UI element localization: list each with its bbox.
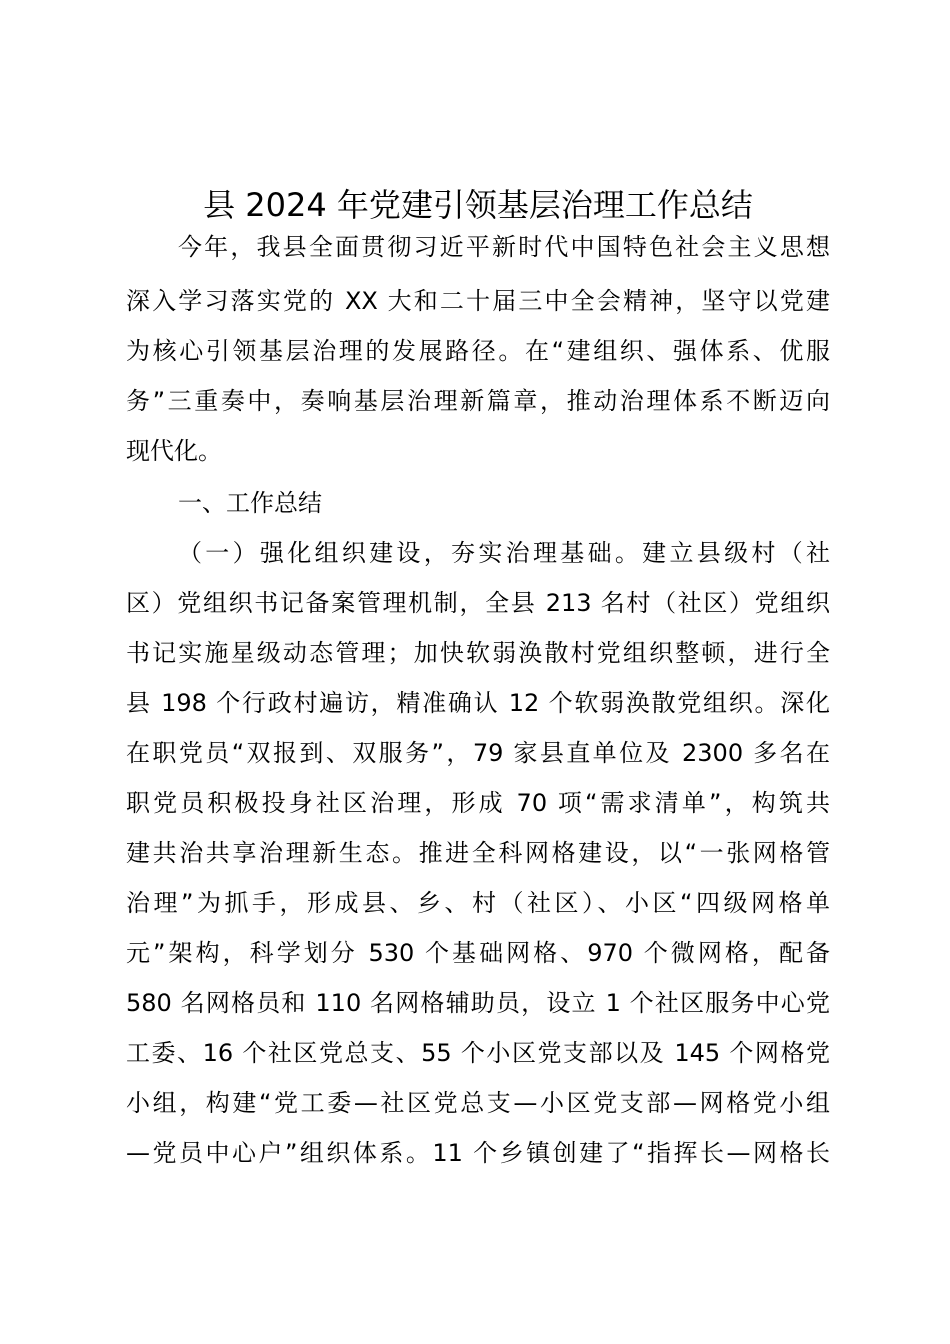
paragraph-line: 县 198 个行政村遍访，精准确认 12 个软弱涣散党组织。深化: [126, 689, 830, 717]
document-title: 县 2024 年党建引领基层治理工作总结: [203, 186, 753, 224]
paragraph-line: 工委、16 个社区党总支、55 个小区党支部以及 145 个网格党: [126, 1039, 830, 1067]
paragraph-line: 元”架构，科学划分 530 个基础网格、970 个微网格，配备: [126, 939, 830, 967]
paragraph-line: 区）党组织书记备案管理机制，全县 213 名村（社区）党组织: [126, 589, 830, 617]
paragraph-line: —党员中心户”组织体系。11 个乡镇创建了“指挥长—网格长: [126, 1139, 830, 1167]
paragraph-line: 今年，我县全面贯彻习近平新时代中国特色社会主义思想: [178, 233, 830, 261]
paragraph-line: （一）强化组织建设，夯实治理基础。建立县级村（社: [178, 539, 830, 567]
paragraph-line: 书记实施星级动态管理；加快软弱涣散村党组织整顿，进行全: [126, 639, 830, 667]
paragraph-line: 职党员积极投身社区治理，形成 70 项“需求清单”，构筑共: [126, 789, 830, 817]
paragraph-line: 治理”为抓手，形成县、乡、村（社区）、小区“四级网格单: [126, 889, 830, 917]
paragraph-line: 深入学习落实党的 XX 大和二十届三中全会精神，坚守以党建: [126, 287, 830, 315]
paragraph-line: 务”三重奏中，奏响基层治理新篇章，推动治理体系不断迈向: [126, 387, 830, 415]
paragraph-line: 小组，构建“党工委—社区党总支—小区党支部—网格党小组: [126, 1089, 830, 1117]
section-heading: 一、工作总结: [178, 489, 322, 517]
paragraph-line: 为核心引领基层治理的发展路径。在“建组织、强体系、优服: [126, 337, 830, 365]
paragraph-line: 建共治共享治理新生态。推进全科网格建设，以“一张网格管: [126, 839, 830, 867]
paragraph-line: 在职党员“双报到、双服务”，79 家县直单位及 2300 多名在: [126, 739, 830, 767]
paragraph-line: 现代化。: [126, 437, 222, 465]
paragraph-line: 580 名网格员和 110 名网格辅助员，设立 1 个社区服务中心党: [126, 989, 830, 1017]
